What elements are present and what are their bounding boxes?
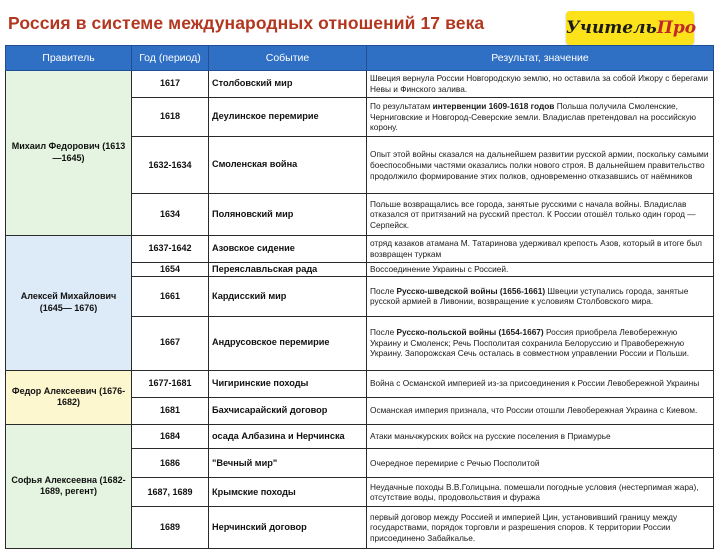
result-text: Польша получила Смоленские, Черниговские и Новгород-Северские земли. Владислав претендовал на российскую корону. xyxy=(370,101,696,133)
logo-text-part2: Про xyxy=(656,18,697,38)
event-cell: Крымские походы xyxy=(209,478,367,507)
year-cell: 1661 xyxy=(132,277,209,316)
result-text: первый договор между Россией и империей Цин, установивший границу между государствами, порядок торговли и разрешения споров. К территории России присоединено Забайкалье. xyxy=(370,511,678,544)
table-row xyxy=(6,370,714,397)
result-emphasis: Русско-шведской войны (1656-1661) xyxy=(396,285,546,296)
year-cell: 1677-1681 xyxy=(132,370,209,397)
event-cell: Деулинское перемирие xyxy=(209,97,367,136)
result-text: Россия приобрела Левобережную Украину и Смоленск; Речь Посполитая сохранила Белоруссию и Правобережную Украину. Запорожская Сечь осталась в совместном управлении России и Польши. xyxy=(370,327,690,359)
ruler-cell: Федор Алексеевич (1676-1682) xyxy=(6,370,132,424)
header-event: Событие xyxy=(209,46,367,71)
year-cell: 1634 xyxy=(132,194,209,235)
year-cell: 1689 xyxy=(132,507,209,549)
header-result: Результат, значение xyxy=(367,46,714,71)
result-text: После xyxy=(370,327,397,338)
result-cell xyxy=(367,316,714,370)
year-cell: 1654 xyxy=(132,262,209,277)
event-cell: Кардисский мир xyxy=(209,277,367,316)
result-cell xyxy=(367,235,714,262)
table-row xyxy=(6,71,714,98)
result-text: Очередное перемирие с Речью Посполитой xyxy=(370,458,540,469)
result-cell xyxy=(367,424,714,449)
result-text: Неудачные походы В.В.Голицына. помешали погодные условия (нестерпимая жара), отсутствие воды, продовольствия и фуража xyxy=(370,481,699,503)
event-cell: Нерчинский договор xyxy=(209,507,367,549)
logo-text-part1: Учитель xyxy=(566,18,657,38)
header-year: Год (период) xyxy=(132,46,209,71)
event-cell: Поляновский мир xyxy=(209,194,367,235)
year-cell: 1681 xyxy=(132,397,209,424)
result-text: Османская империя признала, что России отошли Левобережная Украина с Киевом. xyxy=(370,405,698,416)
result-cell xyxy=(367,262,714,277)
result-text: Атаки маньчжурских войск на русские поселения в Приамурье xyxy=(370,431,611,442)
table-row xyxy=(6,424,714,449)
year-cell: 1667 xyxy=(132,316,209,370)
year-cell: 1684 xyxy=(132,424,209,449)
result-cell xyxy=(367,507,714,549)
result-emphasis: интервенции 1609-1618 годов xyxy=(432,101,555,112)
ruler-cell: Михаил Федорович (1613—1645) xyxy=(6,71,132,236)
result-text: отряд казаков атамана М. Татаринова удерживал крепость Азов, который в итоге был возвращен туркам xyxy=(370,238,703,259)
header-ruler: Правитель xyxy=(6,46,132,71)
year-cell: 1618 xyxy=(132,97,209,136)
result-text: Швеции уступались города, занятые русской армией в Ливонии, возвращение к условиям Столбовского мира. xyxy=(370,285,689,307)
year-cell: 1637-1642 xyxy=(132,235,209,262)
table-row xyxy=(6,235,714,262)
result-text: Швеция вернула России Новгородскую землю, но оставила за собой Ижору с берегами Невы и Финского залива. xyxy=(370,73,708,94)
page-title: Россия в системе международных отношений 17 века xyxy=(8,13,485,33)
result-cell xyxy=(367,397,714,424)
result-cell xyxy=(367,449,714,478)
result-text: После xyxy=(370,285,397,296)
result-cell xyxy=(367,97,714,136)
year-cell: 1687, 1689 xyxy=(132,478,209,507)
table-container xyxy=(5,45,713,549)
result-cell xyxy=(367,370,714,397)
event-cell: Азовское сидение xyxy=(209,235,367,262)
result-cell xyxy=(367,137,714,194)
event-cell: Столбовский мир xyxy=(209,71,367,98)
event-cell: Смоленская война xyxy=(209,137,367,194)
event-cell: Андрусовское перемирие xyxy=(209,316,367,370)
event-cell: "Вечный мир" xyxy=(209,449,367,478)
year-cell: 1617 xyxy=(132,71,209,98)
result-text: По результатам xyxy=(370,101,433,112)
ruler-cell: Алексей Михайлович (1645— 1676) xyxy=(6,235,132,370)
result-cell xyxy=(367,478,714,507)
ruler-cell: Софья Алексеевна (1682-1689, регент) xyxy=(6,424,132,549)
result-text: Война с Османской империей из-за присоединения к России Левобережной Украины xyxy=(370,378,700,389)
result-text: Опыт этой войны сказался на дальнейшем развитии русской армии, поскольку самыми боеспособными частями оказались полки нового строя. В дальнейшем правительство продолжило формирование этих полков, одновременно отказавшись от наёмников xyxy=(370,149,709,181)
history-table xyxy=(5,45,714,549)
result-cell xyxy=(367,194,714,235)
result-emphasis: Русско-польской войны (1654-1667) xyxy=(396,327,544,338)
year-cell: 1686 xyxy=(132,449,209,478)
event-cell: Чигиринские походы xyxy=(209,370,367,397)
result-cell xyxy=(367,71,714,98)
result-cell xyxy=(367,277,714,316)
result-text: Польше возвращались все города, занятые русскими с начала войны. Владислав отказался от притязаний на русский престол. К России отошёл только один город — Серпейск. xyxy=(370,198,696,230)
event-cell: осада Албазина и Нерчинска xyxy=(209,424,367,449)
event-cell: Бахчисарайский договор xyxy=(209,397,367,424)
table-header-row xyxy=(6,46,714,71)
brand-logo xyxy=(566,11,697,45)
result-text: Воссоединение Украины с Россией. xyxy=(370,264,509,275)
year-cell: 1632-1634 xyxy=(132,137,209,194)
event-cell: Переяславльская рада xyxy=(209,262,367,277)
